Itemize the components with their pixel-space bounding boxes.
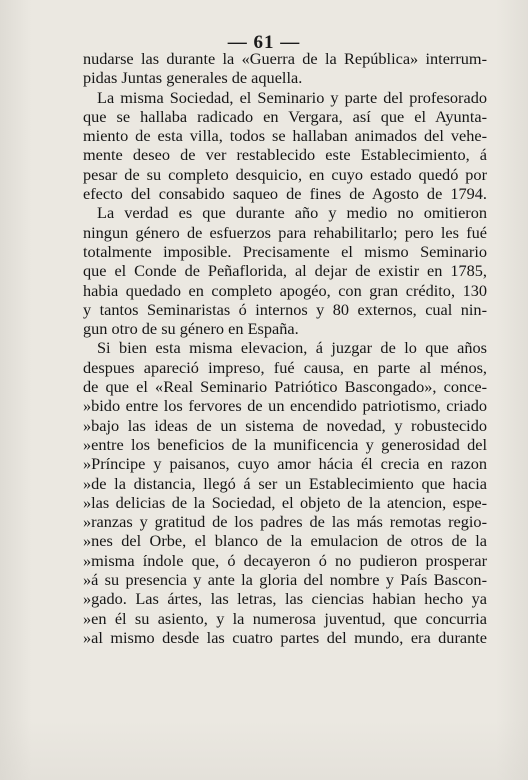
text-line: y tantos Seminaristas ó internos y 80 externos, cual nin- — [83, 299, 487, 319]
text-line: totalmente imposible. Precisamente el mismo Seminario — [83, 241, 487, 261]
text-line: »entre los beneficios de la munificencia y generosidad del — [83, 434, 487, 454]
text-line: despues apareció impreso, fué causa, en parte al ménos, — [83, 357, 487, 377]
text-line: efecto del consabido saqueo de fines de Agosto de 1794. — [83, 184, 487, 204]
text-line: nudarse las durante la «Guerra de la República» interrum- — [83, 49, 487, 68]
text-line: de que el «Real Seminario Patriótico Bascongado», conce- — [83, 377, 487, 397]
text-line: »las delicias de la Sociedad, el objeto de la atencion, espe- — [83, 492, 487, 512]
text-line: mente deseo de ver restablecido este Establecimiento, á — [83, 145, 487, 165]
text-line: que el Conde de Peñaflorida, al dejar de existir en 1785, — [83, 261, 487, 281]
text-line: que se hallaba radicado en Vergara, así que el Ayunta- — [83, 106, 487, 126]
paragraph — [83, 203, 487, 338]
text-line: »nes del Orbe, el blanco de la emulacion de otros de la — [83, 531, 487, 551]
page-shadow — [0, 720, 528, 780]
text-line: »ranzas y gratitud de los padres de las más remotas regio- — [83, 512, 487, 532]
text-line: La misma Sociedad, el Seminario y parte del profesorado — [97, 87, 487, 107]
text-line: »de la distancia, llegó á ser un Establecimiento que hacia — [83, 473, 487, 493]
text-line: »bajo las ideas de un sistema de novedad, y robustecido — [83, 415, 487, 435]
paragraph — [83, 338, 487, 647]
text-line: gun otro de su género en España. — [83, 319, 299, 339]
paragraph — [83, 88, 487, 204]
text-line: La verdad es que durante año y medio no omitieron — [97, 203, 487, 223]
page-number: — 61 — — [227, 32, 301, 53]
text-line: »al mismo desde las cuatro partes del mundo, era durante — [83, 627, 487, 647]
text-line: pesar de su completo desquicio, en cuyo estado quedó por — [83, 164, 487, 184]
page-body — [83, 49, 487, 647]
text-line: Si bien esta misma elevacion, á juzgar de lo que años — [97, 338, 487, 358]
text-line: »Príncipe y paisanos, cuyo amor hácia él crecia en razon — [83, 454, 487, 474]
text-line: ningun género de esfuerzos para rehabilitarlo; pero les fué — [83, 222, 487, 242]
text-line: »gado. Las ártes, las letras, las ciencias habian hecho ya — [83, 589, 487, 609]
text-line: pidas Juntas generales de aquella. — [83, 68, 303, 88]
text-line: »en él su asiento, y la numerosa juventud, que concurria — [83, 608, 487, 628]
text-line: »á su presencia y ante la gloria del nombre y País Bascon- — [83, 570, 487, 590]
text-line: »bido entre los fervores de un encendido patriotismo, criado — [83, 396, 487, 416]
text-line: habia quedado en completo apogéo, con gran crédito, 130 — [83, 280, 487, 300]
text-line: »misma índole que, ó decayeron ó no pudieron prosperar — [83, 550, 487, 570]
paragraph — [83, 49, 487, 88]
text-line: miento de esta villa, todos se hallaban animados del vehe- — [83, 126, 487, 146]
